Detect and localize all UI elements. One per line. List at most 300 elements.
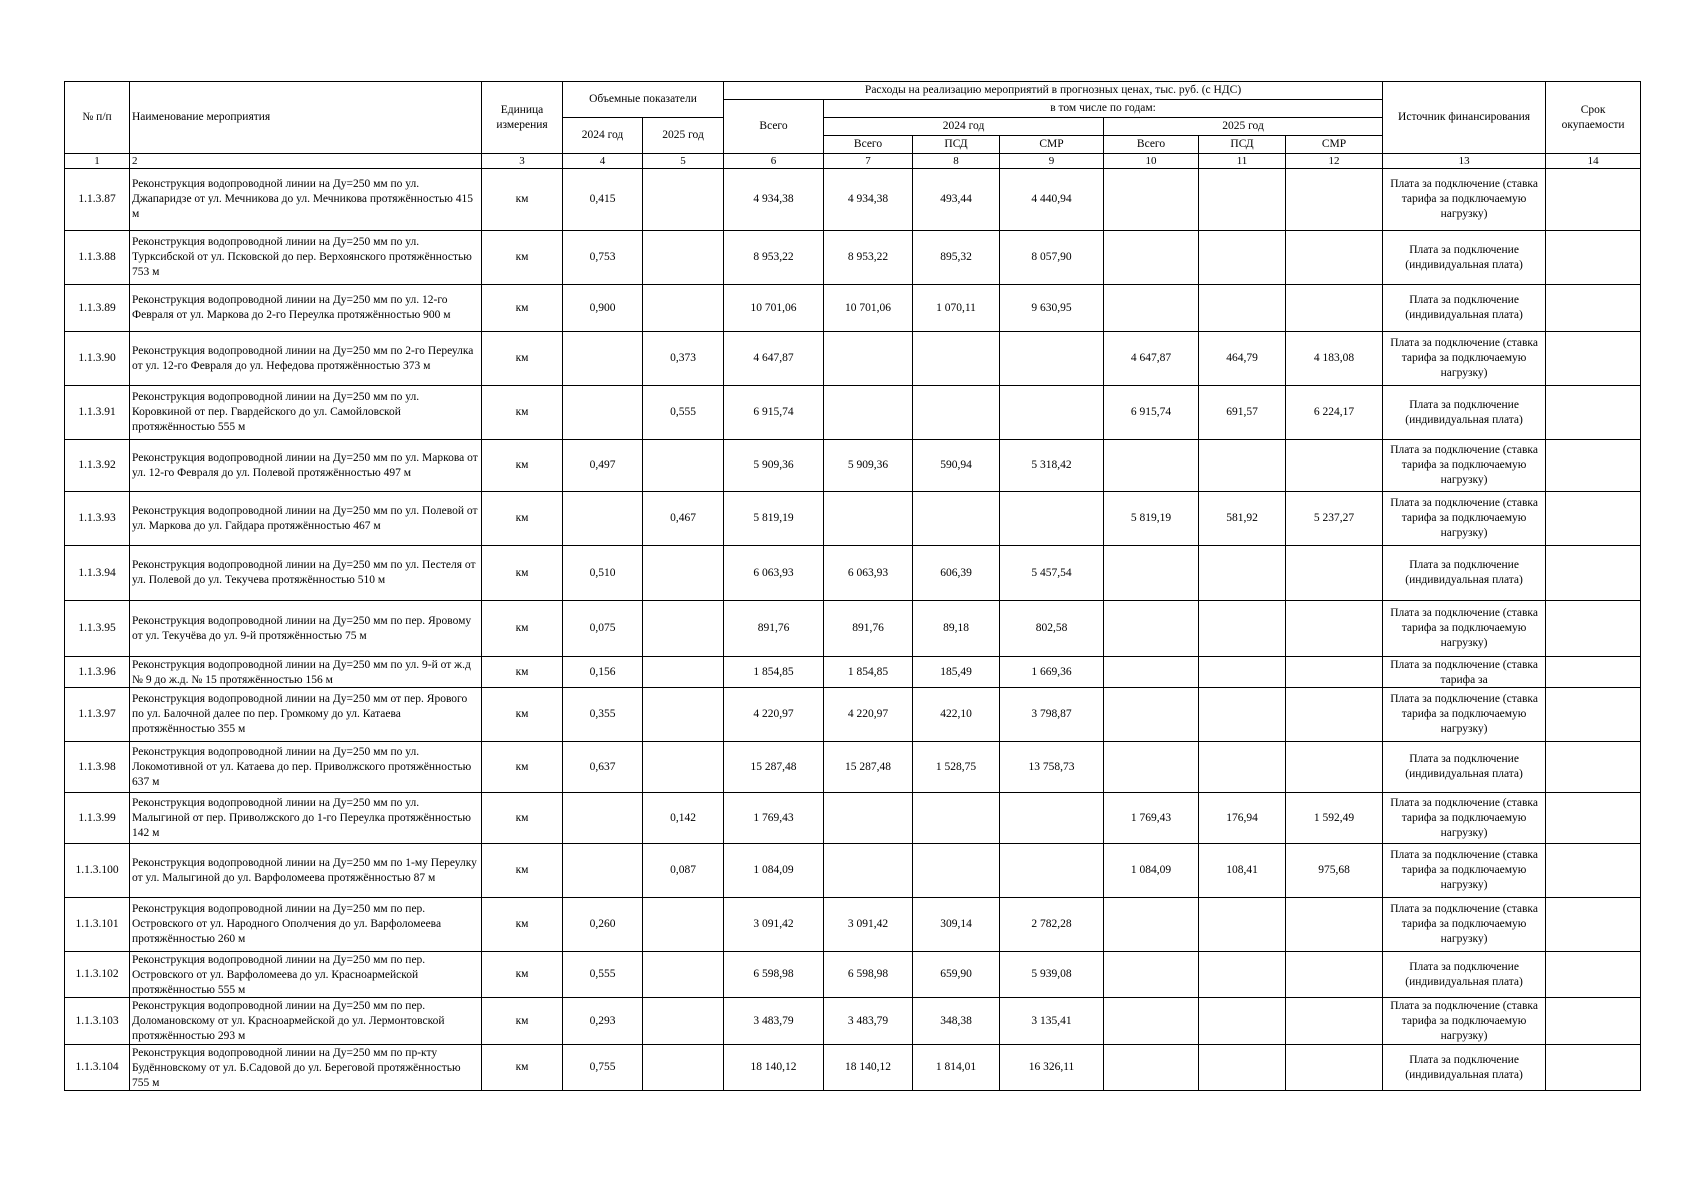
- row-number-cell: 1.1.3.104: [65, 1045, 130, 1091]
- header-total: Всего: [724, 100, 824, 154]
- payback-period-cell: [1546, 546, 1641, 601]
- financing-source-cell: [1383, 844, 1546, 898]
- expense-2024-smr-cell: 13 758,73: [1000, 742, 1104, 793]
- volume-2024-cell: 0,260: [563, 898, 643, 952]
- measure-name: Реконструкция водопроводной линии на Ду=250 мм по ул. 9-й от ж.д № 9 до ж.д. № 15 протяжённостью 156 м: [132, 658, 471, 686]
- volume-2024-cell: 0,075: [563, 601, 643, 657]
- expense-2025-smr-cell: [1286, 601, 1383, 657]
- expense-2024-total-cell: [824, 332, 913, 386]
- expense-2025-smr-cell: [1286, 657, 1383, 688]
- volume-2024-cell: 0,415: [563, 169, 643, 231]
- volume-2025-cell: [643, 440, 724, 492]
- expense-2025-smr-cell: 975,68: [1286, 844, 1383, 898]
- measure-name: Реконструкция водопроводной линии на Ду=250 мм по ул. Джапаридзе от ул. Мечникова до ул. Мечникова протяжённостью 415 м: [132, 178, 474, 220]
- expense-2025-psd-cell: [1199, 546, 1286, 601]
- expense-total-cell: 1 084,09: [724, 844, 824, 898]
- measure-unit-cell: км: [482, 601, 563, 657]
- expense-2024-smr-cell: [1000, 793, 1104, 844]
- expense-2024-total-cell: [824, 492, 913, 546]
- financing-source: Плата за подключение (ставка тарифа за подключаемую нагрузку): [1390, 999, 1538, 1042]
- expense-2024-total-cell: 15 287,48: [824, 742, 913, 793]
- measure-name: Реконструкция водопроводной линии на Ду=250 мм по ул. Полевой от ул. Маркова до ул. Гайдара протяжённостью 467 м: [132, 504, 478, 532]
- table-row: [65, 657, 1641, 688]
- payback-period-cell: [1546, 688, 1641, 742]
- expense-2024-smr-cell: 3 798,87: [1000, 688, 1104, 742]
- measure-unit-cell: км: [482, 285, 563, 332]
- table-row: [65, 688, 1641, 742]
- volume-2024-cell: [563, 793, 643, 844]
- header-payback: Срок окупаемости: [1546, 82, 1641, 154]
- financing-source: Плата за подключение (индивидуальная плата): [1405, 753, 1523, 780]
- header-volume-2024: 2024 год: [563, 118, 643, 154]
- financing-source: Плата за подключение (ставка тарифа за подключаемую нагрузку): [1390, 693, 1538, 735]
- measure-unit-cell: км: [482, 657, 563, 688]
- payback-period-cell: [1546, 742, 1641, 793]
- expense-2025-smr-cell: [1286, 440, 1383, 492]
- measure-unit-cell: км: [482, 386, 563, 440]
- expense-2025-psd-cell: [1199, 688, 1286, 742]
- column-number: 8: [913, 154, 1000, 169]
- expense-2025-smr-cell: [1286, 546, 1383, 601]
- financing-source-cell: [1383, 952, 1546, 998]
- table-row: [65, 386, 1641, 440]
- financing-source-cell: [1383, 657, 1546, 688]
- column-number: 5: [643, 154, 724, 169]
- expense-2025-total-cell: [1104, 898, 1199, 952]
- measure-unit-cell: км: [482, 1045, 563, 1091]
- column-number: 7: [824, 154, 913, 169]
- measure-name: Реконструкция водопроводной линии на Ду=250 мм по пер. Доломановскому от ул. Красноармейской до ул. Лермонтовской протяжённостью 293 м: [132, 999, 445, 1042]
- expense-2024-psd-cell: 590,94: [913, 440, 1000, 492]
- expense-2024-total-cell: 6 598,98: [824, 952, 913, 998]
- expense-2025-psd-cell: [1199, 898, 1286, 952]
- header-2025-total: Всего: [1104, 136, 1199, 154]
- measure-name-cell: [130, 742, 482, 793]
- table-row: [65, 793, 1641, 844]
- expense-2025-psd-cell: 108,41: [1199, 844, 1286, 898]
- measure-unit-cell: км: [482, 546, 563, 601]
- table-row: [65, 492, 1641, 546]
- expense-total-cell: 1 769,43: [724, 793, 824, 844]
- expense-total-cell: 3 091,42: [724, 898, 824, 952]
- expense-total-cell: 6 063,93: [724, 546, 824, 601]
- table-row: [65, 440, 1641, 492]
- volume-2025-cell: [643, 231, 724, 285]
- expense-2025-total-cell: [1104, 546, 1199, 601]
- expense-2024-smr-cell: 4 440,94: [1000, 169, 1104, 231]
- expense-2024-psd-cell: 348,38: [913, 998, 1000, 1045]
- table-row: [65, 601, 1641, 657]
- expense-2024-total-cell: 891,76: [824, 601, 913, 657]
- payback-period-cell: [1546, 844, 1641, 898]
- expense-2024-smr-cell: 8 057,90: [1000, 231, 1104, 285]
- column-number: 1: [65, 154, 130, 169]
- expense-2025-psd-cell: [1199, 169, 1286, 231]
- volume-2024-cell: 0,753: [563, 231, 643, 285]
- measure-name-cell: [130, 440, 482, 492]
- expense-2024-smr-cell: 2 782,28: [1000, 898, 1104, 952]
- expense-total-cell: 8 953,22: [724, 231, 824, 285]
- financing-source-cell: [1383, 332, 1546, 386]
- expense-2024-total-cell: 8 953,22: [824, 231, 913, 285]
- expense-2025-psd-cell: [1199, 742, 1286, 793]
- expense-2025-total-cell: 1 769,43: [1104, 793, 1199, 844]
- expense-2024-psd-cell: 606,39: [913, 546, 1000, 601]
- measure-name: Реконструкция водопроводной линии на Ду=250 мм от пер. Ярового по ул. Балочной далее по пер. Громкому до ул. Катаева протяжённостью 355 м: [132, 693, 468, 735]
- expense-total-cell: 18 140,12: [724, 1045, 824, 1091]
- volume-2025-cell: [643, 546, 724, 601]
- measure-name: Реконструкция водопроводной линии на Ду=250 мм по ул. Малыгиной от пер. Приволжского до 1-го Переулка протяжённостью 142 м: [132, 796, 471, 839]
- measure-unit-cell: км: [482, 440, 563, 492]
- row-number-cell: 1.1.3.92: [65, 440, 130, 492]
- column-number: 9: [1000, 154, 1104, 169]
- financing-source: Плата за подключение (ставка тарифа за подключаемую нагрузку): [1390, 497, 1538, 539]
- measure-name: Реконструкция водопроводной линии на Ду=250 мм по 2-го Переулка от ул. 12-го Февраля до ул. Нефедова протяжённостью 373 м: [132, 344, 474, 372]
- financing-source: Плата за подключение (ставка тарифа за подключаемую нагрузку): [1390, 796, 1538, 839]
- expense-2024-smr-cell: [1000, 386, 1104, 440]
- table-row: [65, 998, 1641, 1045]
- expense-2024-smr-cell: 5 939,08: [1000, 952, 1104, 998]
- expense-2024-total-cell: 4 220,97: [824, 688, 913, 742]
- expense-2025-smr-cell: 1 592,49: [1286, 793, 1383, 844]
- volume-2025-cell: [643, 285, 724, 332]
- financing-source-cell: [1383, 546, 1546, 601]
- volume-2025-cell: [643, 169, 724, 231]
- payback-period-cell: [1546, 386, 1641, 440]
- expense-2025-total-cell: [1104, 742, 1199, 793]
- expense-total-cell: 15 287,48: [724, 742, 824, 793]
- financing-source-cell: [1383, 898, 1546, 952]
- expense-2025-psd-cell: 691,57: [1199, 386, 1286, 440]
- financing-source-cell: [1383, 440, 1546, 492]
- volume-2025-cell: 0,087: [643, 844, 724, 898]
- expense-2024-smr-cell: 5 457,54: [1000, 546, 1104, 601]
- payback-period-cell: [1546, 169, 1641, 231]
- expense-2025-total-cell: [1104, 169, 1199, 231]
- expense-2024-total-cell: [824, 844, 913, 898]
- measure-name-cell: [130, 492, 482, 546]
- header-name: Наименование мероприятия: [130, 82, 482, 154]
- expense-2024-psd-cell: [913, 386, 1000, 440]
- expense-2024-total-cell: 4 934,38: [824, 169, 913, 231]
- financing-source: Плата за подключение (индивидуальная плата): [1405, 559, 1523, 586]
- measure-unit-cell: км: [482, 688, 563, 742]
- table-row: [65, 952, 1641, 998]
- expense-2025-psd-cell: [1199, 998, 1286, 1045]
- expense-2025-smr-cell: [1286, 688, 1383, 742]
- volume-2024-cell: 0,900: [563, 285, 643, 332]
- financing-source-cell: [1383, 742, 1546, 793]
- volume-2025-cell: [643, 657, 724, 688]
- payback-period-cell: [1546, 998, 1641, 1045]
- expense-2025-total-cell: 1 084,09: [1104, 844, 1199, 898]
- volume-2025-cell: [643, 688, 724, 742]
- expense-2024-psd-cell: 1 814,01: [913, 1045, 1000, 1091]
- expense-2025-total-cell: [1104, 285, 1199, 332]
- expense-total-cell: 5 909,36: [724, 440, 824, 492]
- measure-name: Реконструкция водопроводной линии на Ду=250 мм по ул. Локомотивной от ул. Катаева до пер. Приволжского протяжённостью 637 м: [132, 745, 472, 788]
- volume-2024-cell: 0,637: [563, 742, 643, 793]
- volume-2025-cell: [643, 742, 724, 793]
- expense-total-cell: 4 647,87: [724, 332, 824, 386]
- measure-name-cell: [130, 657, 482, 688]
- expense-2025-psd-cell: [1199, 952, 1286, 998]
- measure-unit-cell: км: [482, 332, 563, 386]
- volume-2024-cell: 0,510: [563, 546, 643, 601]
- financing-source-cell: [1383, 688, 1546, 742]
- measure-name-cell: [130, 546, 482, 601]
- expense-2024-psd-cell: 185,49: [913, 657, 1000, 688]
- expense-2025-psd-cell: 581,92: [1199, 492, 1286, 546]
- expense-2025-psd-cell: [1199, 440, 1286, 492]
- header-2024-smr: СМР: [1000, 136, 1104, 154]
- measure-unit-cell: км: [482, 898, 563, 952]
- expense-2025-total-cell: 5 819,19: [1104, 492, 1199, 546]
- expense-2024-total-cell: 3 091,42: [824, 898, 913, 952]
- volume-2025-cell: 0,373: [643, 332, 724, 386]
- volume-2024-cell: 0,355: [563, 688, 643, 742]
- expense-2025-total-cell: [1104, 440, 1199, 492]
- header-2024-psd: ПСД: [913, 136, 1000, 154]
- volume-2024-cell: 0,755: [563, 1045, 643, 1091]
- expense-2024-smr-cell: [1000, 332, 1104, 386]
- measure-name-cell: [130, 898, 482, 952]
- row-number-cell: 1.1.3.100: [65, 844, 130, 898]
- financing-source-cell: [1383, 601, 1546, 657]
- expense-2025-total-cell: [1104, 601, 1199, 657]
- measure-name-cell: [130, 285, 482, 332]
- row-number-cell: 1.1.3.88: [65, 231, 130, 285]
- measure-unit-cell: км: [482, 793, 563, 844]
- row-number-cell: 1.1.3.95: [65, 601, 130, 657]
- expense-2024-psd-cell: 1 070,11: [913, 285, 1000, 332]
- volume-2025-cell: 0,555: [643, 386, 724, 440]
- column-number: 3: [482, 154, 563, 169]
- expense-2025-psd-cell: [1199, 657, 1286, 688]
- table-row: [65, 546, 1641, 601]
- expense-2024-smr-cell: 3 135,41: [1000, 998, 1104, 1045]
- row-number-cell: 1.1.3.96: [65, 657, 130, 688]
- measure-name: Реконструкция водопроводной линии на Ду=250 мм по ул. 12-го Февраля от ул. Маркова до 2-го Переулка протяжённостью 900 м: [132, 294, 451, 321]
- financing-source-cell: [1383, 169, 1546, 231]
- table-row: [65, 1045, 1641, 1091]
- expense-2024-psd-cell: 309,14: [913, 898, 1000, 952]
- header-num: № п/п: [65, 82, 130, 154]
- measure-unit-cell: км: [482, 844, 563, 898]
- row-number-cell: 1.1.3.87: [65, 169, 130, 231]
- financing-source-cell: [1383, 1045, 1546, 1091]
- expense-2025-total-cell: 6 915,74: [1104, 386, 1199, 440]
- expense-2025-smr-cell: [1286, 285, 1383, 332]
- expense-2024-smr-cell: 802,58: [1000, 601, 1104, 657]
- measure-name: Реконструкция водопроводной линии на Ду=250 мм по ул. Маркова от ул. 12-го Февраля до ул. Полевой протяжённостью 497 м: [132, 451, 478, 479]
- measure-name-cell: [130, 601, 482, 657]
- expense-2025-smr-cell: [1286, 742, 1383, 793]
- expense-2024-psd-cell: [913, 492, 1000, 546]
- volume-2025-cell: [643, 1045, 724, 1091]
- expense-2024-psd-cell: 422,10: [913, 688, 1000, 742]
- measure-name: Реконструкция водопроводной линии на Ду=250 мм по ул. Коровкиной от пер. Гвардейского до ул. Самойловской протяжённостью 555 м: [132, 391, 420, 433]
- expense-2024-psd-cell: 659,90: [913, 952, 1000, 998]
- table-row: [65, 742, 1641, 793]
- measure-name-cell: [130, 998, 482, 1045]
- table-header: [65, 82, 1641, 169]
- header-year-2025: 2025 год: [1104, 118, 1383, 136]
- measure-name-cell: [130, 332, 482, 386]
- header-source: Источник финансирования: [1383, 82, 1546, 154]
- financing-source-cell: [1383, 998, 1546, 1045]
- measure-name: Реконструкция водопроводной линии на Ду=250 мм по пр-кту Будённовскому от ул. Б.Садовой до ул. Береговой протяжённостью 755 м: [132, 1046, 461, 1089]
- row-number-cell: 1.1.3.101: [65, 898, 130, 952]
- expense-2024-psd-cell: 1 528,75: [913, 742, 1000, 793]
- expense-2024-smr-cell: 1 669,36: [1000, 657, 1104, 688]
- expense-2024-total-cell: 1 854,85: [824, 657, 913, 688]
- header-2024-total: Всего: [824, 136, 913, 154]
- payback-period-cell: [1546, 492, 1641, 546]
- financing-source-cell: [1383, 285, 1546, 332]
- volume-2025-cell: [643, 998, 724, 1045]
- row-number-cell: 1.1.3.98: [65, 742, 130, 793]
- header-year-2024: 2024 год: [824, 118, 1104, 136]
- expense-2024-smr-cell: [1000, 492, 1104, 546]
- expense-2024-total-cell: [824, 793, 913, 844]
- volume-2025-cell: [643, 898, 724, 952]
- expense-2025-smr-cell: [1286, 898, 1383, 952]
- measure-name-cell: [130, 386, 482, 440]
- expense-2025-psd-cell: [1199, 231, 1286, 285]
- expense-2024-total-cell: [824, 386, 913, 440]
- expense-2024-smr-cell: 16 326,11: [1000, 1045, 1104, 1091]
- header-expenses: Расходы на реализацию мероприятий в прогнозных ценах, тыс. руб. (с НДС): [724, 82, 1383, 100]
- row-number-cell: 1.1.3.93: [65, 492, 130, 546]
- column-number: 10: [1104, 154, 1199, 169]
- expense-2025-total-cell: [1104, 1045, 1199, 1091]
- financing-source: Плата за подключение (индивидуальная плата): [1405, 243, 1523, 271]
- table-row: [65, 285, 1641, 332]
- measure-unit-cell: км: [482, 998, 563, 1045]
- measure-name-cell: [130, 952, 482, 998]
- expense-2024-psd-cell: 493,44: [913, 169, 1000, 231]
- financing-source: Плата за подключение (ставка тарифа за подключаемую нагрузку): [1390, 607, 1538, 649]
- header-2025-psd: ПСД: [1199, 136, 1286, 154]
- table-row: [65, 231, 1641, 285]
- expense-2024-total-cell: 3 483,79: [824, 998, 913, 1045]
- expense-2025-psd-cell: [1199, 285, 1286, 332]
- measure-unit-cell: км: [482, 492, 563, 546]
- measure-name: Реконструкция водопроводной линии на Ду=250 мм по пер. Островского от ул. Варфоломеева до ул. Красноармейской протяжённостью 555 м: [132, 953, 426, 996]
- expense-2024-psd-cell: [913, 332, 1000, 386]
- financing-source: Плата за подключение (индивидуальная плата): [1405, 398, 1523, 426]
- volume-2025-cell: 0,142: [643, 793, 724, 844]
- table-body: [65, 169, 1641, 1091]
- expense-2025-total-cell: [1104, 998, 1199, 1045]
- investment-program-table: [64, 81, 1641, 1091]
- volume-2024-cell: [563, 492, 643, 546]
- expense-2025-smr-cell: 5 237,27: [1286, 492, 1383, 546]
- financing-source: Плата за подключение (индивидуальная плата): [1405, 294, 1523, 321]
- volume-2024-cell: 0,293: [563, 998, 643, 1045]
- measure-unit-cell: км: [482, 169, 563, 231]
- expense-2024-total-cell: 10 701,06: [824, 285, 913, 332]
- measure-name-cell: [130, 793, 482, 844]
- expense-total-cell: 891,76: [724, 601, 824, 657]
- row-number-cell: 1.1.3.103: [65, 998, 130, 1045]
- expense-2025-total-cell: [1104, 952, 1199, 998]
- expense-total-cell: 5 819,19: [724, 492, 824, 546]
- payback-period-cell: [1546, 898, 1641, 952]
- expense-2025-psd-cell: 464,79: [1199, 332, 1286, 386]
- payback-period-cell: [1546, 332, 1641, 386]
- column-number: 13: [1383, 154, 1546, 169]
- row-number-cell: 1.1.3.91: [65, 386, 130, 440]
- header-volume: Объемные показатели: [563, 82, 724, 118]
- row-number-cell: 1.1.3.90: [65, 332, 130, 386]
- expense-2025-psd-cell: [1199, 1045, 1286, 1091]
- measure-name-cell: [130, 844, 482, 898]
- measure-name: Реконструкция водопроводной линии на Ду=250 мм по ул. Турксибской от ул. Псковской до пер. Верхоянского протяжённостью 753 м: [132, 236, 472, 278]
- volume-2024-cell: 0,555: [563, 952, 643, 998]
- measure-unit-cell: км: [482, 231, 563, 285]
- measure-name: Реконструкция водопроводной линии на Ду=250 мм по пер. Яровому от ул. Текучёва до ул. 9-й протяжённостью 75 м: [132, 614, 472, 642]
- row-number-cell: 1.1.3.89: [65, 285, 130, 332]
- expense-2024-smr-cell: [1000, 844, 1104, 898]
- payback-period-cell: [1546, 793, 1641, 844]
- expense-2024-psd-cell: [913, 844, 1000, 898]
- payback-period-cell: [1546, 657, 1641, 688]
- expense-2025-total-cell: [1104, 657, 1199, 688]
- volume-2025-cell: 0,467: [643, 492, 724, 546]
- volume-2024-cell: 0,497: [563, 440, 643, 492]
- financing-source-cell: [1383, 386, 1546, 440]
- expense-total-cell: 10 701,06: [724, 285, 824, 332]
- expense-total-cell: 3 483,79: [724, 998, 824, 1045]
- expense-2024-psd-cell: 89,18: [913, 601, 1000, 657]
- expense-2025-total-cell: 4 647,87: [1104, 332, 1199, 386]
- row-number-cell: 1.1.3.97: [65, 688, 130, 742]
- expense-2024-total-cell: 5 909,36: [824, 440, 913, 492]
- volume-2024-cell: [563, 844, 643, 898]
- financing-source-cell: [1383, 231, 1546, 285]
- payback-period-cell: [1546, 285, 1641, 332]
- measure-name: Реконструкция водопроводной линии на Ду=250 мм по 1-му Переулку от ул. Малыгиной до ул. Варфоломеева протяжённостью 87 м: [132, 856, 477, 884]
- expense-total-cell: 6 915,74: [724, 386, 824, 440]
- expense-2024-smr-cell: 9 630,95: [1000, 285, 1104, 332]
- expense-2025-smr-cell: [1286, 1045, 1383, 1091]
- volume-2025-cell: [643, 952, 724, 998]
- expense-2025-smr-cell: [1286, 998, 1383, 1045]
- volume-2025-cell: [643, 601, 724, 657]
- column-number: 2: [130, 154, 482, 169]
- financing-source: Плата за подключение (ставка тарифа за подключаемую нагрузку): [1390, 444, 1538, 486]
- row-number-cell: 1.1.3.99: [65, 793, 130, 844]
- payback-period-cell: [1546, 231, 1641, 285]
- expense-2025-total-cell: [1104, 688, 1199, 742]
- financing-source: Плата за подключение (индивидуальная плата): [1405, 960, 1523, 988]
- payback-period-cell: [1546, 601, 1641, 657]
- financing-source: Плата за подключение (индивидуальная плата): [1405, 1053, 1523, 1081]
- financing-source: Плата за подключение (ставка тарифа за: [1390, 658, 1538, 686]
- measure-unit-cell: км: [482, 952, 563, 998]
- payback-period-cell: [1546, 440, 1641, 492]
- measure-name-cell: [130, 231, 482, 285]
- header-volume-2025: 2025 год: [643, 118, 724, 154]
- table-row: [65, 332, 1641, 386]
- payback-period-cell: [1546, 952, 1641, 998]
- column-number: 6: [724, 154, 824, 169]
- column-number: 12: [1286, 154, 1383, 169]
- expense-2025-smr-cell: 6 224,17: [1286, 386, 1383, 440]
- expense-2025-smr-cell: [1286, 952, 1383, 998]
